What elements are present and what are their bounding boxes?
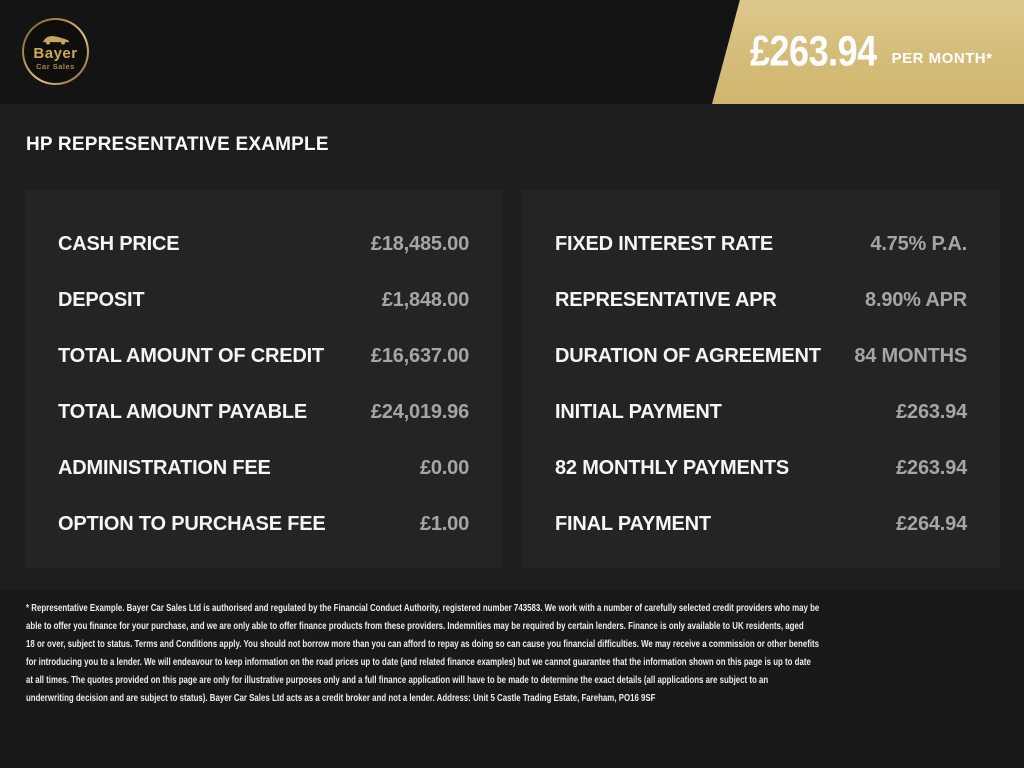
row-value: £263.94 [896, 400, 967, 423]
row-value: £1,848.00 [381, 288, 469, 311]
finance-panel-left [25, 190, 502, 568]
price-banner [750, 0, 992, 104]
row-value: £263.94 [896, 456, 967, 479]
finance-row-monthly-payments [555, 440, 967, 496]
car-icon [41, 34, 71, 45]
finance-row-interest-rate [555, 216, 967, 272]
row-value: 4.75% P.A. [870, 232, 967, 255]
disclaimer-line: at all times. The quotes provided on this page are only for illustrative purposes only and a full finance application will have to be made to determine the exact details (all applications are subject to an [26, 674, 769, 686]
row-label: DEPOSIT [58, 288, 145, 311]
dealer-logo [22, 18, 89, 85]
disclaimer-text [26, 599, 919, 707]
finance-row-apr [555, 272, 967, 328]
row-label: TOTAL AMOUNT OF CREDIT [58, 344, 324, 367]
row-value: £1.00 [419, 512, 469, 535]
finance-row-option-fee [58, 496, 469, 552]
finance-row-admin-fee [58, 440, 469, 496]
finance-row-final-payment [555, 496, 967, 552]
finance-panel-right [522, 190, 1000, 568]
monthly-price: £263.94 [750, 26, 877, 75]
row-label: INITIAL PAYMENT [555, 400, 722, 423]
disclaimer-line: 18 or over, subject to status. Terms and Conditions apply. You should not borrow more than you can afford to repay as doing so can cause you financial difficulties. We may receive a commission or other benefits [26, 638, 820, 650]
disclaimer-line: underwriting decision and are subject to status). Bayer Car Sales Ltd acts as a credit broker and not a lender. Address: Unit 5 Castle Trading Estate, Fareham, PO16 9SF [26, 692, 656, 704]
row-label: FIXED INTEREST RATE [555, 232, 774, 255]
finance-row-total-credit [58, 328, 469, 384]
disclaimer-line: able to offer you finance for your purchase, and we are only able to offer finance products from these providers. Indemnities may be required by certain lenders. Finance is only available to UK residents, aged [26, 620, 804, 632]
row-value: £264.94 [896, 512, 967, 535]
logo-brand-text: Bayer [33, 44, 78, 62]
page-title: HP REPRESENTATIVE EXAMPLE [26, 134, 329, 155]
row-value: 84 MONTHS [854, 344, 967, 367]
disclaimer-line: for introducing you to a lender. We will endeavour to keep information on the road prices up to date (and related finance examples) but we cannot guarantee that the information shown on this page is up to date [26, 656, 811, 668]
logo-tagline-text: Car Sales [36, 61, 75, 71]
finance-row-duration [555, 328, 967, 384]
row-value: £18,485.00 [370, 232, 469, 255]
footer [0, 590, 1024, 768]
row-label: ADMINISTRATION FEE [58, 456, 271, 479]
row-label: OPTION TO PURCHASE FEE [58, 512, 326, 535]
row-label: CASH PRICE [58, 232, 180, 255]
row-label: 82 MONTHLY PAYMENTS [555, 456, 790, 479]
disclaimer-line: * Representative Example. Bayer Car Sales Ltd is authorised and regulated by the Financial Conduct Authority, registered number 743583. We work with a number of carefully selected credit providers who may be [26, 602, 820, 614]
row-label: DURATION OF AGREEMENT [555, 344, 821, 367]
monthly-price-period: PER MONTH* [891, 49, 993, 67]
finance-row-total-payable [58, 384, 469, 440]
row-value: £0.00 [419, 456, 469, 479]
finance-row-deposit [58, 272, 469, 328]
row-value: £16,637.00 [370, 344, 469, 367]
row-value: £24,019.96 [370, 400, 469, 423]
row-value: 8.90% APR [865, 288, 967, 311]
row-label: TOTAL AMOUNT PAYABLE [58, 400, 307, 423]
finance-row-initial-payment [555, 384, 967, 440]
row-label: FINAL PAYMENT [555, 512, 711, 535]
finance-row-cash-price [58, 216, 469, 272]
row-label: REPRESENTATIVE APR [555, 288, 777, 311]
